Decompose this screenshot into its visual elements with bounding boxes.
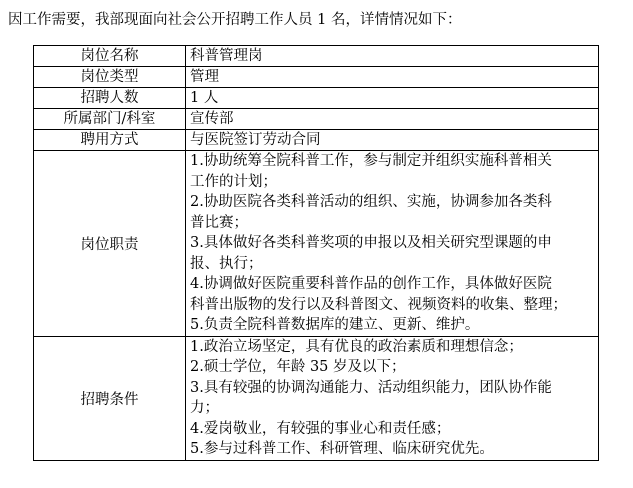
duty-line: 5.负责全院科普数据库的建立、更新、维护。 [190, 317, 480, 333]
row-label: 聘用方式 [34, 130, 186, 151]
requirement-line: 4.爱岗敬业，有较强的事业心和责任感； [190, 420, 451, 437]
row-value: 1 人 [186, 88, 599, 109]
table-row-duties [34, 151, 599, 337]
duty-line: 工作的计划； [190, 173, 277, 190]
table-row-headcount [34, 88, 599, 109]
requirement-line: 3.具有较强的协调沟通能力、活动组织能力，团队协作能 [190, 379, 552, 396]
row-label: 招聘人数 [34, 88, 186, 109]
intro-text: 因工作需要，我部现面向社会公开招聘工作人员 1 名，详情情况如下： [8, 12, 462, 28]
duty-line: 3.具体做好各类科普奖项的申报以及相关研究型课题的申 [190, 235, 552, 251]
row-value: 管理 [186, 67, 599, 88]
row-label: 招聘条件 [34, 336, 186, 460]
duty-line: 4.协调做好医院重要科普作品的创作工作，具体做好医院 [190, 276, 552, 292]
duty-line: 报、执行； [190, 255, 263, 272]
row-value: 宣传部 [186, 109, 599, 130]
row-value: 科普管理岗 [186, 46, 599, 67]
duty-line: 科普出版物的发行以及科普图文、视频资料的收集、整理； [190, 296, 567, 313]
row-label: 岗位类型 [34, 67, 186, 88]
row-label: 所属部门/科室 [34, 109, 186, 130]
table-row-position-name [34, 46, 599, 67]
requirement-line: 力； [190, 400, 219, 416]
table-row-position-type [34, 67, 599, 88]
duties-list [186, 151, 599, 337]
row-label: 岗位职责 [34, 151, 186, 337]
row-value: 与医院签订劳动合同 [186, 130, 599, 151]
duty-line: 普比赛； [190, 214, 248, 231]
requirement-line: 2.硕士学位，年龄 35 岁及以下； [190, 359, 406, 375]
table-row-department [34, 109, 599, 130]
requirements-list [186, 336, 599, 460]
job-table [33, 45, 599, 461]
requirement-line: 5.参与过科普工作、科研管理、临床研究优先。 [190, 441, 494, 457]
duty-line: 2.协助医院各类科普活动的组织、实施，协调参加各类科 [190, 194, 552, 210]
requirement-line: 1.政治立场坚定，具有优良的政治素质和理想信念； [190, 338, 523, 355]
table-row-employment-type [34, 130, 599, 151]
table-row-requirements [34, 336, 599, 460]
duty-line: 1.协助统筹全院科普工作，参与制定并组织实施科普相关 [190, 153, 552, 169]
row-label: 岗位名称 [34, 46, 186, 67]
